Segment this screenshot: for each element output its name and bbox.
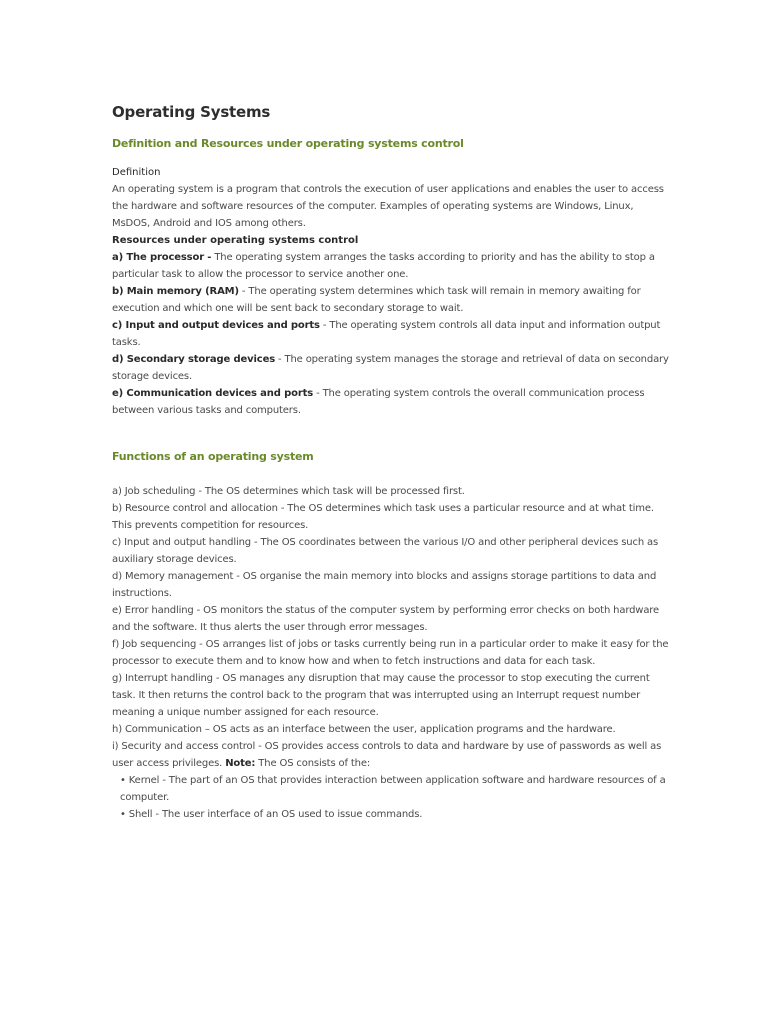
resource-text: - The operating system manages the storage and retrieval of data on secondary storage devices. xyxy=(112,354,669,382)
resource-label: e) Communication devices and ports xyxy=(112,388,314,399)
definition-label: Definition xyxy=(112,167,161,178)
resource-label: b) Main memory (RAM) xyxy=(112,286,239,297)
resource-label: a) The processor - xyxy=(112,252,212,263)
resource-item xyxy=(112,385,672,419)
resource-item xyxy=(112,249,672,283)
function-item: f) Job sequencing - OS arranges list of jobs or tasks currently being run in a particular order to make it easy for the processor to execute them and to know how and when to fetch instructions and data for each task. xyxy=(112,639,669,667)
function-item: c) Input and output handling - The OS coordinates between the various I/O and other peripheral devices such as auxiliary storage devices. xyxy=(112,537,659,565)
page-title: Operating Systems xyxy=(112,103,271,121)
functions-list xyxy=(112,483,672,823)
function-item: h) Communication – OS acts as an interface between the user, application programs and the hardware. xyxy=(112,724,616,735)
function-item: a) Job scheduling - The OS determines which task will be processed first. xyxy=(112,486,465,497)
function-item-security xyxy=(112,738,672,772)
resource-text: - The operating system determines which task will remain in memory awaiting for execution and which one will be sent back to secondary storage to wait. xyxy=(112,286,641,314)
section-heading-definition: Definition and Resources under operating systems control xyxy=(112,137,464,150)
function-item: b) Resource control and allocation - The OS determines which task uses a particular resource and at what time. This prevents competition for resources. xyxy=(112,503,654,531)
resources-label: Resources under operating systems control xyxy=(112,235,359,246)
resource-item xyxy=(112,283,672,317)
resource-label: c) Input and output devices and ports xyxy=(112,320,320,331)
function-item: e) Error handling - OS monitors the status of the computer system by performing error checks on both hardware and the software. It thus alerts the user through error messages. xyxy=(112,605,660,633)
security-text: i) Security and access control - OS provides access controls to data and hardware by use of passwords as well as user access privileges. xyxy=(112,741,662,769)
resource-text: - The operating system controls the overall communication process between various tasks and computers. xyxy=(112,388,645,416)
component-item-kernel: • Kernel - The part of an OS that provides interaction between application software and hardware resources of a computer. xyxy=(120,775,666,803)
resource-item xyxy=(112,351,672,385)
note-text: The OS consists of the: xyxy=(255,758,371,769)
resource-text: - The operating system controls all data input and information output tasks. xyxy=(112,320,661,348)
function-item: d) Memory management - OS organise the main memory into blocks and assigns storage partitions to data and instructions. xyxy=(112,571,657,599)
resources-list xyxy=(112,249,672,419)
resource-text: The operating system arranges the tasks according to priority and has the ability to stop a particular task to allow the processor to service another one. xyxy=(112,252,655,280)
component-item-shell: • Shell - The user interface of an OS used to issue commands. xyxy=(120,809,423,820)
document-page xyxy=(112,100,672,823)
resource-item xyxy=(112,317,672,351)
resource-label: d) Secondary storage devices xyxy=(112,354,276,365)
function-item: g) Interrupt handling - OS manages any disruption that may cause the processor to stop executing the current task. It then returns the control back to the program that was interrupted using an Interrupt request number meaning a unique number assigned for each resource. xyxy=(112,673,650,718)
section-heading-functions: Functions of an operating system xyxy=(112,450,314,463)
note-label: Note: xyxy=(225,758,256,769)
definition-text: An operating system is a program that controls the execution of user applications and enables the user to access the hardware and software resources of the computer. Examples of operating systems are Windows, Linux, MsDOS, Android and IOS among others. xyxy=(112,184,664,229)
